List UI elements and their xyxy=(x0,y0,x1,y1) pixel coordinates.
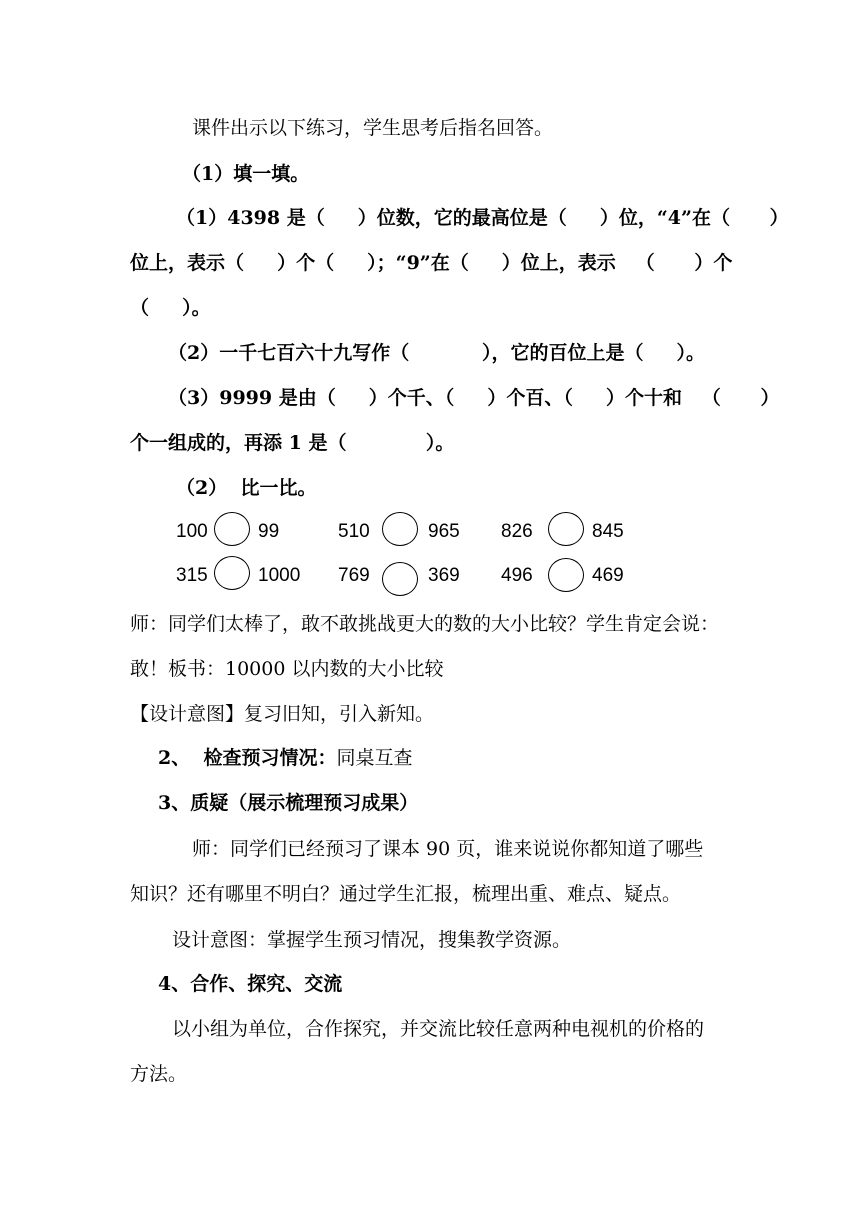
design-intent-1: 【设计意图】复习旧知，引入新知。 xyxy=(130,703,435,725)
question-1-line-3: （ ）。 xyxy=(130,297,211,319)
compare-right-number: 469 xyxy=(592,565,624,586)
compare-blank-circle xyxy=(214,512,250,546)
compare-right-number: 369 xyxy=(428,565,460,586)
compare-blank-circle xyxy=(382,512,418,546)
compare-row-1 xyxy=(0,512,860,552)
group-work-line-1: 以小组为单位，合作探究，并交流比较任意两种电视机的价格的 xyxy=(172,1018,705,1040)
step-2-heading: 2、 检查预习情况： xyxy=(158,747,337,769)
compare-blank-circle xyxy=(548,512,584,546)
compare-left-number: 769 xyxy=(338,565,370,586)
group-work-line-2: 方法。 xyxy=(130,1063,188,1085)
teacher-question-line-2: 知识？还有哪里不明白？通过学生汇报，梳理出重、难点、疑点。 xyxy=(130,883,682,905)
compare-left-number: 826 xyxy=(501,521,533,542)
compare-row-2 xyxy=(0,556,860,596)
intro-line: 课件出示以下练习，学生思考后指名回答。 xyxy=(192,117,554,139)
section-compare-heading: （2） 比一比。 xyxy=(176,477,317,499)
compare-blank-circle xyxy=(214,556,250,590)
question-1-line-2: 位上，表示（ ）个（ ）；“9”在（ ）位上，表示 （ ）个 xyxy=(130,252,733,274)
design-intent-2: 设计意图：掌握学生预习情况，搜集教学资源。 xyxy=(172,929,572,951)
section-fill-heading: （1）填一填。 xyxy=(182,163,310,185)
question-3-line-1: （3）9999 是由（ ）个千、（ ）个百、（ ）个十和 （ ） xyxy=(168,387,780,409)
question-2-line: （2）一千七百六十九写作（ ），它的百位上是（ ）。 xyxy=(168,342,706,364)
question-3-line-2: 个一组成的，再添 1 是（ ）。 xyxy=(130,432,455,454)
compare-blank-circle xyxy=(382,562,418,596)
step-2-text: 同桌互查 xyxy=(336,747,413,769)
teacher-remark-line-1: 师：同学们太棒了，敢不敢挑战更大的数的大小比较？学生肯定会说： xyxy=(130,613,720,635)
compare-left-number: 315 xyxy=(176,565,208,586)
teacher-question-line-1: 师：同学们已经预习了课本 90 页，谁来说说你都知道了哪些 xyxy=(192,838,704,860)
question-1-line-1: （1）4398 是（ ）位数，它的最高位是（ ）位，“4”在（ ） xyxy=(176,207,789,229)
teacher-remark-line-2: 敢！板书：10000 以内数的大小比较 xyxy=(130,658,444,680)
compare-right-number: 99 xyxy=(258,521,280,542)
compare-left-number: 496 xyxy=(501,565,533,586)
compare-left-number: 100 xyxy=(176,521,208,542)
step-2-line xyxy=(158,746,412,770)
compare-right-number: 1000 xyxy=(258,565,301,586)
compare-left-number: 510 xyxy=(338,521,370,542)
compare-right-number: 845 xyxy=(592,521,624,542)
step-4-heading: 4、合作、探究、交流 xyxy=(158,973,343,995)
step-3-heading: 3、质疑（展示梳理预习成果） xyxy=(158,792,419,814)
compare-blank-circle xyxy=(548,558,584,592)
compare-right-number: 965 xyxy=(428,521,460,542)
